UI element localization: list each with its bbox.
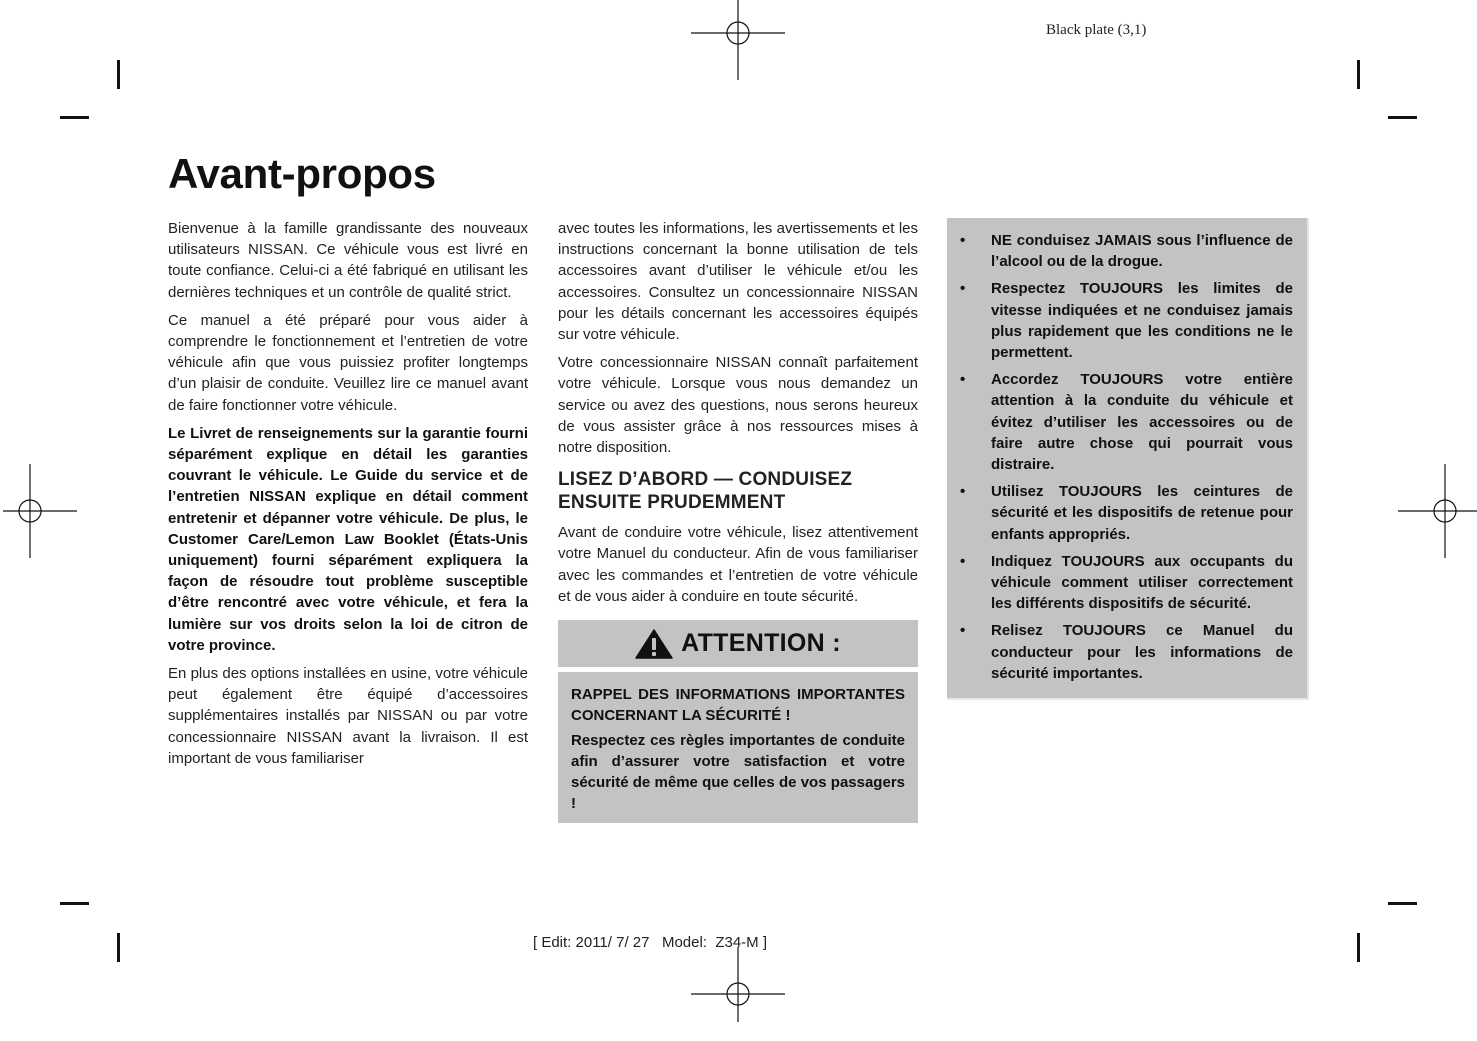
list-item — [959, 481, 1293, 545]
attention-body — [558, 672, 918, 823]
registration-mark-icon — [691, 947, 785, 1041]
crop-mark — [1357, 60, 1360, 89]
list-item — [959, 278, 1293, 363]
bullet-marker: • — [960, 371, 966, 389]
registration-mark-icon — [691, 0, 785, 80]
safety-rule: NE conduisez JAMAIS sous l’influence de l’alcool ou de la drogue. — [991, 232, 1293, 271]
safety-rule: Indiquez TOUJOURS aux occupants du véhicule comment utiliser correctement les différents dispositifs de sécurité. — [991, 552, 1293, 613]
crop-mark — [1388, 902, 1417, 905]
accessories-paragraph: En plus des options installées en usine, votre véhicule peut également être équipé d’accessoires supplémentaires installés par NISSAN ou par votre concessionnaire NISSAN avant la livraison. Il est important de vous familiariser — [168, 665, 528, 767]
attention-reminder: RAPPEL DES INFORMATIONS IMPORTANTES CONCERNANT LA SÉCURITÉ ! — [571, 686, 905, 725]
safety-rule: Accordez TOUJOURS votre entière attention à la conduite du véhicule et évitez d’utiliser les accessoires ou de faire autre chose qui pourrait vous distraire. — [991, 371, 1293, 474]
plate-label: Black plate (3,1) — [1046, 22, 1147, 38]
bullet-marker: • — [960, 483, 966, 501]
list-item — [959, 620, 1293, 684]
crop-mark — [1357, 933, 1360, 962]
crop-mark — [60, 116, 89, 119]
read-first-paragraph: Avant de conduire votre véhicule, lisez attentivement votre Manuel du conducteur. Afin de vous familiariser avec les commandes et l’entretien de votre véhicule et de vous aider à conduire en toute sécurité. — [558, 524, 918, 605]
attention-instruction: Respectez ces règles importantes de conduite afin d’assurer votre satisfaction et votre sécurité de même que celles de vos passagers ! — [571, 732, 905, 813]
intro-paragraph: Bienvenue à la famille grandissante des nouveaux utilisateurs NISSAN. Ce véhicule vous est livré en toute confiance. Celui-ci a été fabriqué en utilisant les dernières techniques et un contrôle de qualité strict. — [168, 220, 528, 301]
registration-mark-icon — [1398, 464, 1477, 558]
section-heading: LISEZ D’ABORD — CONDUISEZ ENSUITE PRUDEMMENT — [558, 469, 853, 514]
crop-mark — [117, 933, 120, 962]
attention-header — [558, 620, 918, 669]
warranty-paragraph: Le Livret de renseignements sur la garantie fourni séparément explique en détail les garanties couvrant le véhicule. Le Guide du service et de l’entretien NISSAN explique en détail comment entretenir et dépanner votre véhicule. De plus, le Customer Care/Lemon Law Booklet (États-Unis uniquement) fourni séparément expliquera la façon de résoudre tout problème susceptible d’être rencontré avec votre véhicule, et fera la lumière sur vos droits selon la loi de citron de votre province. — [168, 424, 528, 654]
list-item — [959, 551, 1293, 615]
warning-triangle-icon — [635, 629, 673, 659]
crop-mark — [117, 60, 120, 89]
column-middle — [558, 218, 918, 823]
crop-mark — [60, 902, 89, 905]
edit-footer: [ Edit: 2011/ 7/ 27 Model: Z34-M ] — [533, 934, 768, 951]
bullet-marker: • — [960, 232, 966, 249]
registration-mark-icon — [0, 464, 77, 558]
list-item — [959, 230, 1293, 272]
dealer-paragraph: Votre concessionnaire NISSAN connaît parfaitement votre véhicule. Lorsque vous nous demandez un service ou avez des questions, nous serons heureux de vous assister grâce à nos ressources mises à notre disposition. — [558, 354, 918, 457]
page-title: Avant-propos — [168, 150, 436, 197]
safety-rule: Respectez TOUJOURS les limites de vitesse indiquées et ne conduisez jamais plus rapidement que les conditions ne le permettent. — [991, 280, 1293, 362]
column-left — [168, 218, 528, 776]
list-item — [959, 369, 1293, 475]
safety-rule: Utilisez TOUJOURS les ceintures de sécurité et les dispositifs de retenue pour enfants appropriés. — [991, 483, 1293, 543]
safety-rule: Relisez TOUJOURS ce Manuel du conducteur pour les informations de sécurité importantes. — [991, 622, 1293, 682]
crop-mark — [1388, 116, 1417, 119]
manual-purpose-paragraph: Ce manuel a été préparé pour vous aider à comprendre le fonctionnement et l’entretien de votre véhicule afin que vous puissiez profiter longtemps d’un plaisir de conduite. Veuillez lire ce manuel avant de faire fonctionner votre véhicule. — [168, 311, 528, 414]
column-right — [947, 218, 1309, 700]
safety-rules-box — [947, 218, 1309, 700]
attention-title: ATTENTION : — [681, 629, 841, 658]
accessories-continued-paragraph: avec toutes les informations, les avertissements et les instructions concernant la bonne utilisation de tels accessoires avant d’utiliser le véhicule et/ou les accessoires. Consultez un concessionnaire NISSAN pour les détails concernant les accessoires équipés sur votre véhicule. — [558, 220, 918, 344]
bullet-marker: • — [960, 622, 966, 640]
bullet-marker: • — [960, 552, 966, 570]
bullet-marker: • — [960, 280, 966, 298]
